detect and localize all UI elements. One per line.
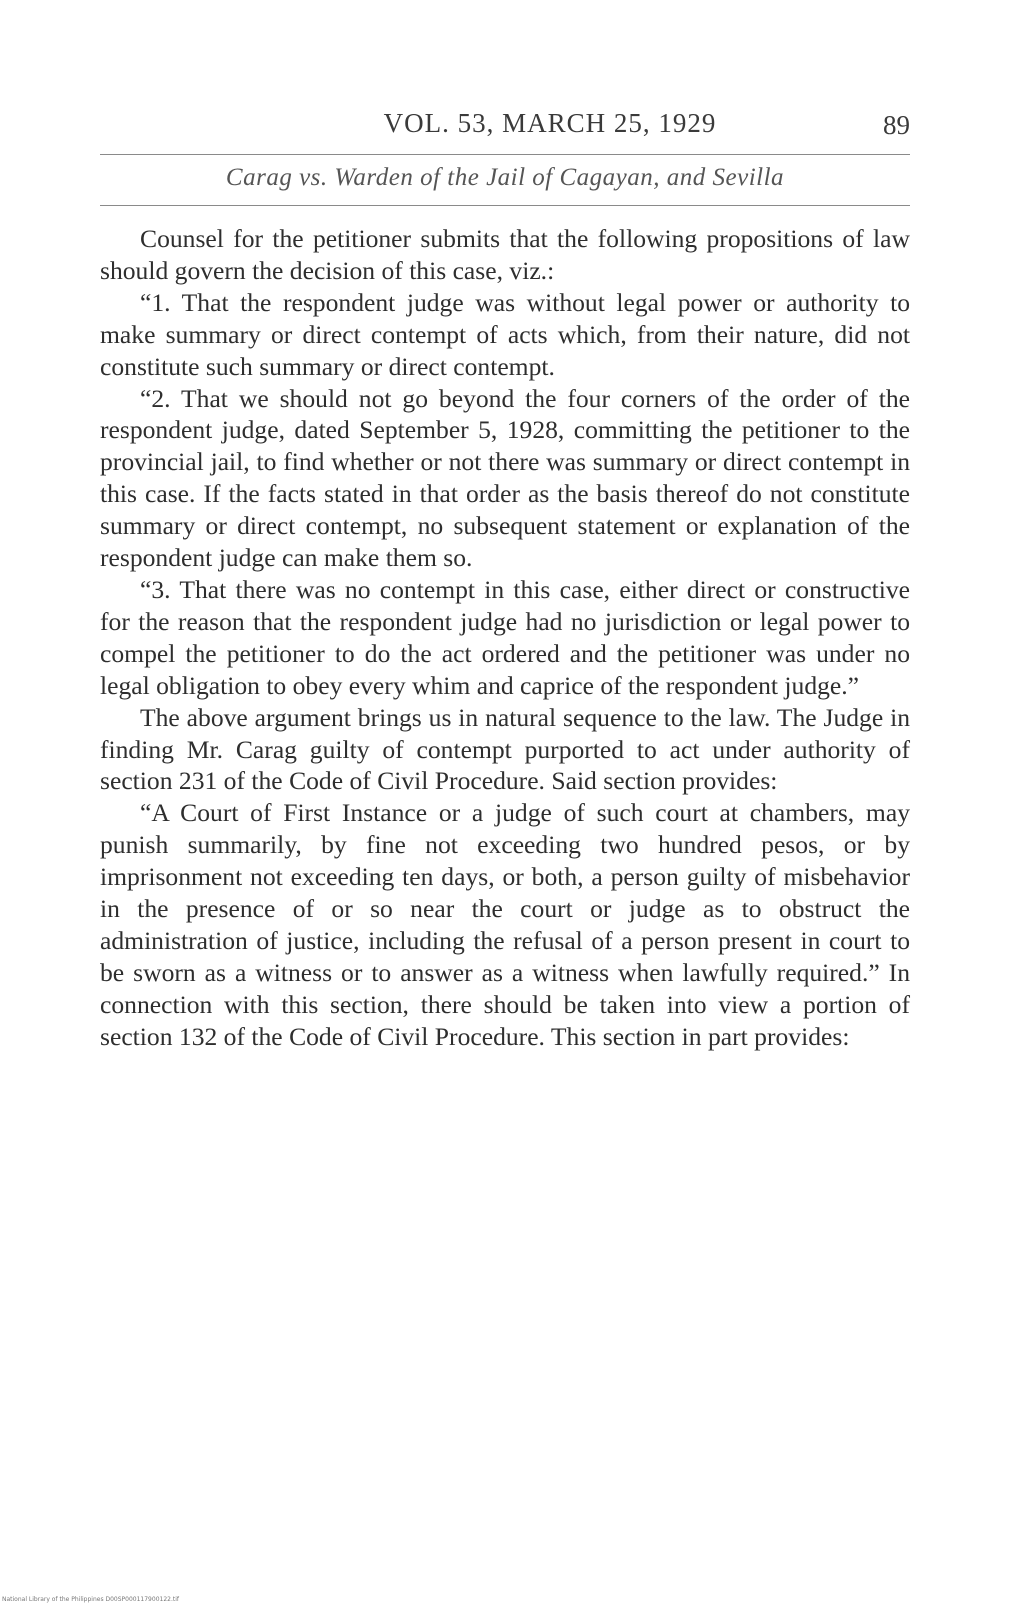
- paragraph-proposition-1: “1. That the respondent judge was without legal power or authority to make summary or direct contempt of acts which, from their nature, did not constitute such summary or direct contempt.: [100, 287, 910, 381]
- body-text: [100, 223, 910, 1053]
- page-header: [100, 108, 910, 148]
- paragraph-argument: The above argument brings us in natural sequence to the law. The Judge in finding Mr. Carag guilty of contempt purported to act under authority of section 231 of the Code of Civil Procedure. Said section provides:: [100, 702, 910, 796]
- header-rule-bottom: [100, 205, 910, 206]
- case-title: Carag vs. Warden of the Jail of Cagayan, and Sevilla: [225, 164, 785, 191]
- paragraph-proposition-3: “3. That there was no contempt in this case, either direct or constructive for the reason that the respondent judge had no jurisdiction or legal power to compel the petitioner to do the act ordered and the petitioner was under no legal obligation to obey every whim and caprice of the respondent judge.”: [100, 574, 910, 700]
- header-rule-top: [100, 154, 910, 155]
- page-number: 89: [883, 110, 910, 140]
- paragraph-section-quote: “A Court of First Instance or a judge of such court at chambers, may punish summarily, by fine not exceeding two hundred pesos, or by imprisonment not exceeding ten days, or both, a person guilty of misbehavior in the presence of or so near the court or judge as to obstruct the administration of justice, including the refusal of a person present in court to be sworn as a witness or to answer as a witness when lawfully required.” In connection with this section, there should be taken into view a portion of section 132 of the Code of Civil Procedure. This section in part provides:: [100, 798, 910, 1051]
- paragraph-proposition-2: “2. That we should not go beyond the four corners of the order of the respondent judge, dated September 5, 1928, committing the petitioner to the provincial jail, to find whether or not there was summary or direct contempt in this case. If the facts stated in that order as the basis thereof do not constitute summary or direct contempt, no subsequent statement or explanation of the respondent judge can make them so.: [100, 383, 910, 573]
- paragraph-counsel: Counsel for the petitioner submits that the following propositions of law should govern the decision of this case, viz.:: [100, 224, 910, 285]
- running-head: VOL. 53, MARCH 25, 1929: [383, 108, 717, 138]
- scan-footer: National Library of the Philippines D00SP000117900122.tif: [2, 1596, 180, 1603]
